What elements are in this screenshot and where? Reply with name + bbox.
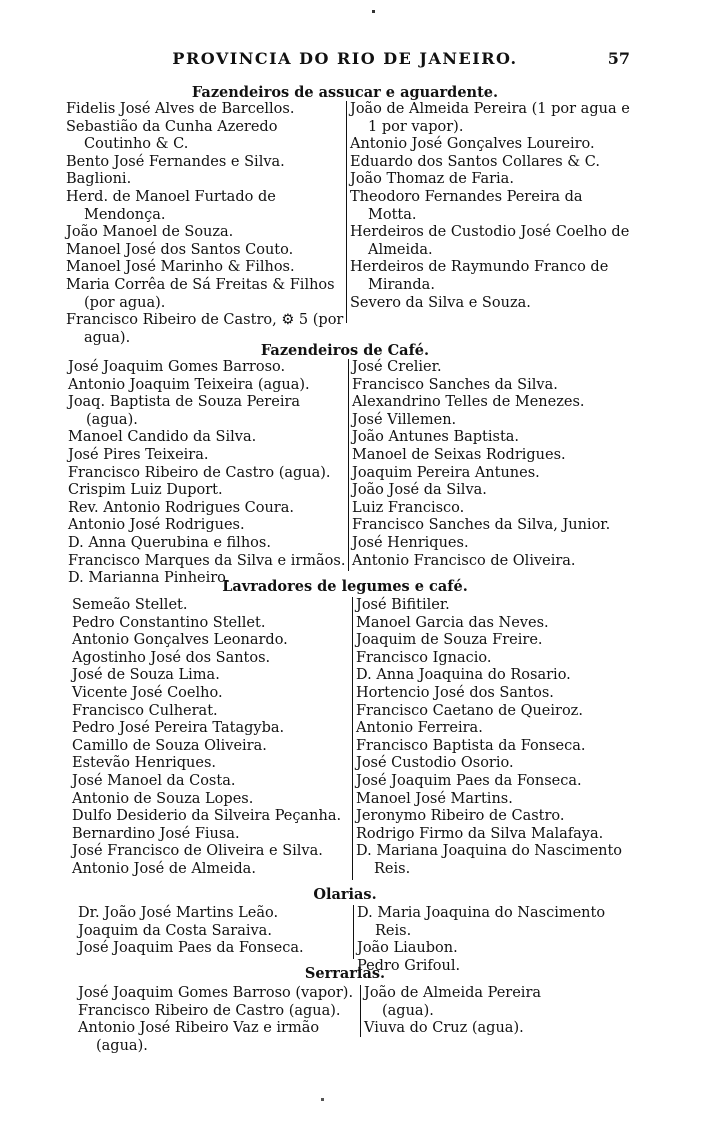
list-item: D. Mariana Joaquina do Nascimento Reis. [356,843,623,877]
list-item: Viuva do Cruz (agua). [364,1020,524,1037]
list-item: Manoel José Marinho & Filhos. [66,259,295,276]
list-item: Pedro Grifoul. [357,957,461,974]
page-title: PROVINCIA DO RIO DE JANEIRO. [172,49,518,68]
list-item: D. Maria Joaquina do Nascimento Reis. [357,905,606,939]
list-item: José Joaquim Gomes Barroso. [68,359,286,375]
printer-mark [321,1098,324,1101]
list-item: Antonio Francisco de Oliveira. [352,552,576,569]
list-item: João José da Silva. [352,482,487,499]
list-item: Pedro José Pereira Tatagyba. [72,720,285,737]
list-item: Bento José Fernandes e Silva. [66,153,285,170]
list-item: Antonio Gonçalves Leonardo. [72,632,288,649]
list-item: Bernardino José Fiusa. [72,825,240,842]
list-item: Antonio José Ribeiro Vaz e irmão (agua). [78,1020,320,1054]
column-right [352,597,638,880]
list-item: Jeronymo Ribeiro de Castro. [356,808,565,825]
list-item: Maria Corrêa de Sá Freitas & Filhos (por agua). [66,276,335,311]
list-item: José Bifitiler. [356,597,450,613]
list-item: Agostinho José dos Santos. [72,649,271,666]
list-item: José Villemen. [352,411,457,428]
list-item: Joaq. Baptista de Souza Pereira (agua). [68,394,301,428]
list-item: Pedro Constantino Stellet. [72,614,266,631]
column-left [78,985,360,1055]
list-item: Manoel José Martins. [356,790,513,807]
list-item: José Joaquim Paes da Fonseca. [78,940,304,957]
list-item: Francisco Ribeiro de Castro (agua). [68,464,331,481]
list-item: Francisco Culherat. [72,702,218,719]
list-item: João Liaubon. [357,940,458,957]
list-item: Rev. Antonio Rodrigues Coura. [68,499,294,516]
list-item: João de Almeida Pereira (agua). [364,985,542,1019]
list-item: Severo da Silva e Souza. [350,294,531,311]
list-item: Francisco Ignacio. [356,649,492,666]
list-item: Alexandrino Telles de Menezes. [352,394,585,411]
list-item: Antonio Ferreira. [356,720,483,737]
printer-mark [372,10,375,13]
list-item: João Thomaz de Faria. [350,171,514,188]
list-item: Sebastião da Cunha Azeredo Coutinho & C. [66,118,278,153]
list-item: Francisco Marques da Silva e irmãos. [68,552,346,569]
list-item: Dr. João José Martins Leão. [78,905,279,921]
list-item: João Manoel de Souza. [66,224,234,241]
list-item: Semeão Stellet. [72,597,188,613]
list-item: Francisco Ribeiro de Castro, ⚙ 5 (por agua). [66,312,344,346]
list-item: José Manoel da Costa. [72,772,236,789]
list-item: Joaquim da Costa Saraiva. [78,922,272,939]
list-item: Crispim Luiz Duport. [68,482,223,499]
list-item: Baglioni. [66,171,132,188]
list-item: Hortencio José dos Santos. [356,684,554,701]
section-title-cafe: Fazendeiros de Café. [260,342,430,359]
list-item: D. Anna Querubina e filhos. [68,534,271,551]
list-item: José Joaquim Paes da Fonseca. [356,772,582,789]
list-item: Theodoro Fernandes Pereira da Motta. [350,188,583,223]
list-item: Antonio de Souza Lopes. [72,790,254,807]
column-right [348,359,631,571]
list-item: Dulfo Desiderio da Silveira Peçanha. [72,808,342,825]
list-item: Estevão Henriques. [72,755,216,772]
section-title-olarias: Olarias. [313,886,377,903]
list-item: Francisco Baptista da Fonseca. [356,737,586,754]
column-right [360,985,554,1037]
list-item: Francisco Caetano de Queiroz. [356,702,583,719]
list-item: José Custodio Osorio. [356,755,514,772]
list-item: Rodrigo Firmo da Silva Malafaya. [356,825,604,842]
list-item: José Pires Teixeira. [68,446,209,463]
section-lavradores [72,597,637,882]
list-item: Herd. de Manoel Furtado de Mendonça. [66,188,276,223]
list-item: João de Almeida Pereira (1 por agua e 1 por vapor). [350,101,630,135]
section-title-serrarias: Serrarias. [304,965,386,982]
list-item: João Antunes Baptista. [352,429,520,446]
list-item: Herdeiros de Raymundo Franco de Miranda. [350,259,609,293]
list-item: José Crelier. [352,359,442,375]
list-item: Joaquim Pereira Antunes. [352,464,540,481]
list-item: Francisco Sanches da Silva. [352,376,558,393]
list-item: Manoel de Seixas Rodrigues. [352,446,566,463]
page-number: 57 [607,49,630,68]
list-item: Antonio José de Almeida. [72,860,256,877]
list-item: José Francisco de Oliveira e Silva. [72,843,323,860]
list-item: José de Souza Lima. [72,667,220,684]
column-left [78,905,353,958]
list-item: Francisco Ribeiro de Castro (agua). [78,1002,341,1019]
list-item: Eduardo dos Santos Collares & C. [350,153,600,170]
list-item: D. Marianna Pinheiro. [68,570,231,587]
list-item: José Henriques. [352,534,469,551]
list-item: D. Anna Joaquina do Rosario. [356,667,571,684]
section-assucar [66,101,632,346]
list-item: Joaquim de Souza Freire. [356,632,543,649]
column-right [353,905,644,974]
section-serrarias [78,985,558,1054]
page-header [60,50,630,72]
list-item: Francisco Sanches da Silva, Junior. [352,517,611,534]
section-title-lavradores: Lavradores de legumes e café. [222,578,468,595]
list-item: José Joaquim Gomes Barroso (vapor). [78,985,354,1001]
list-item: Camillo de Souza Oliveira. [72,737,267,754]
section-title-assucar: Fazendeiros de assucar e aguardente. [191,84,499,101]
list-item: Luiz Francisco. [352,499,465,516]
list-item: Vicente José Coelho. [72,684,223,701]
column-right [346,101,633,323]
list-item: Fidelis José Alves de Barcellos. [66,101,295,117]
list-item: Manoel Garcia das Neves. [356,614,549,631]
list-item: Manoel Candido da Silva. [68,429,257,446]
list-item: Antonio José Rodrigues. [68,517,245,534]
list-item: Manoel José dos Santos Couto. [66,241,294,258]
column-left [68,359,348,588]
column-left [66,101,346,347]
column-left [72,597,352,879]
list-item: Herdeiros de Custodio José Coelho de Almeida. [350,224,630,258]
list-item: Antonio José Gonçalves Loureiro. [350,136,595,153]
list-item: Antonio Joaquim Teixeira (agua). [68,376,310,393]
